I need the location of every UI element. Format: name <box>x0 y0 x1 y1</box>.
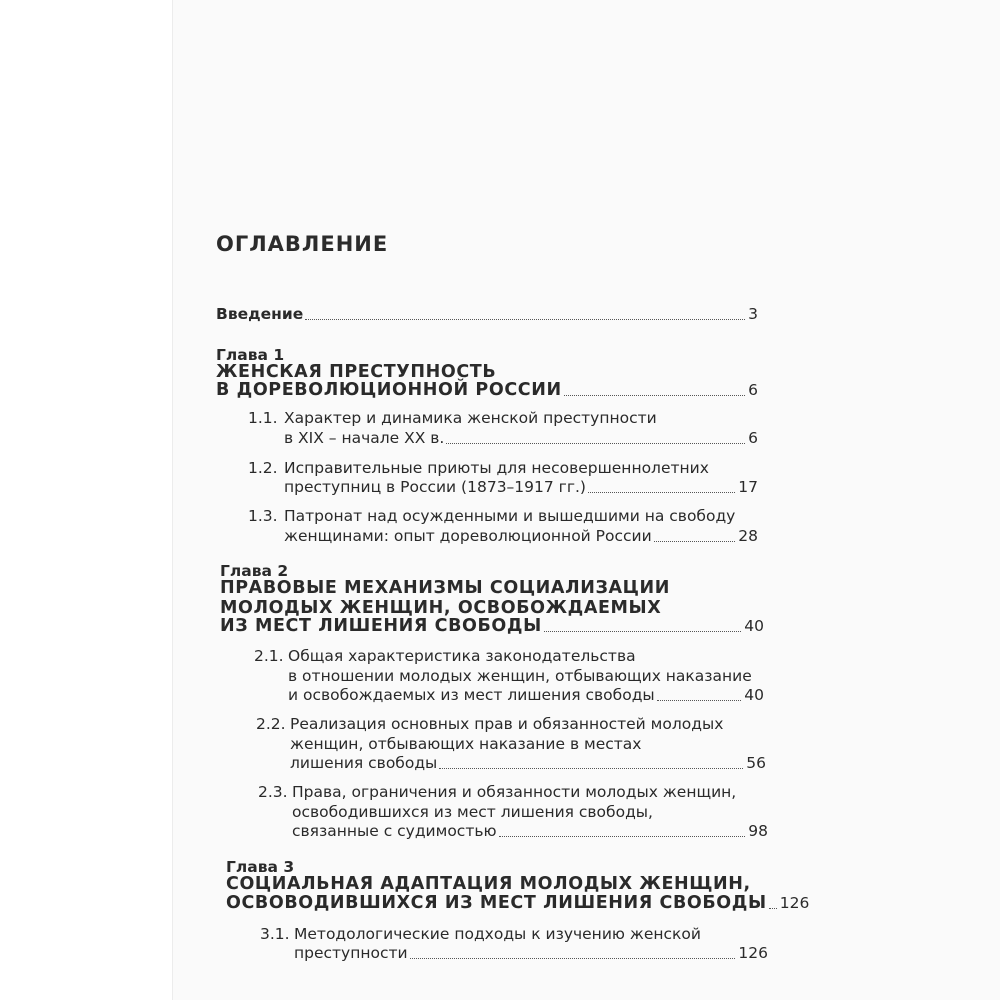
page-title: ОГЛАВЛЕНИЕ <box>216 232 389 256</box>
toc-entry-section <box>284 428 758 448</box>
page-number: 40 <box>744 686 764 704</box>
chapter-title-line: МОЛОДЫХ ЖЕНЩИН, ОСВОБОЖДАЕМЫХ <box>220 598 662 618</box>
chapter-label: Глава 3 <box>226 858 295 876</box>
toc-entry-section <box>292 821 768 841</box>
section-number: 1.1. <box>248 409 278 427</box>
section-title-line: Патронат над осужденными и вышедшими на свободу <box>284 507 736 525</box>
chapter-title-line: ПРАВОВЫЕ МЕХАНИЗМЫ СОЦИАЛИЗАЦИИ <box>220 578 670 598</box>
toc-entry-chapter <box>220 616 764 636</box>
dot-leader <box>544 631 741 632</box>
chapter-label: Глава 1 <box>216 346 285 364</box>
chapter-label: Глава 2 <box>220 562 289 580</box>
section-title-line: Права, ограничения и обязанности молодых женщин, <box>292 783 737 801</box>
chapter-title-line: В ДОРЕВОЛЮЦИОННОЙ РОССИИ <box>216 380 562 400</box>
section-number: 2.2. <box>256 715 286 733</box>
section-title-line: Реализация основных прав и обязанностей молодых <box>290 715 724 733</box>
section-title-line: Характер и динамика женской преступности <box>284 409 657 427</box>
dot-leader <box>439 768 743 769</box>
toc-entry-label: Введение <box>216 305 304 323</box>
chapter-title-line: ОСВОВОДИВШИХСЯ ИЗ МЕСТ ЛИШЕНИЯ СВОБОДЫ <box>226 893 767 913</box>
toc-entry-introduction <box>216 304 758 324</box>
section-title-line: связанные с судимостью <box>292 822 497 840</box>
page-number: 3 <box>748 305 758 323</box>
toc-entry-section <box>290 753 766 773</box>
chapter-title-line: СОЦИАЛЬНАЯ АДАПТАЦИЯ МОЛОДЫХ ЖЕНЩИН, <box>226 874 751 894</box>
dot-leader <box>305 319 745 320</box>
section-title-line: Исправительные приюты для несовершеннолетних <box>284 459 709 477</box>
section-title-line: в отношении молодых женщин, отбывающих наказание <box>288 667 752 685</box>
section-title-line: освободившихся из мест лишения свободы, <box>292 803 653 821</box>
page-number: 126 <box>738 944 768 962</box>
page-number: 40 <box>744 617 764 635</box>
toc-entry-section <box>284 477 758 497</box>
page-number: 6 <box>748 429 758 447</box>
section-title-line: преступниц в России (1873–1917 гг.) <box>284 478 586 496</box>
section-number: 2.3. <box>258 783 288 801</box>
section-title-line: преступности <box>294 944 408 962</box>
dot-leader <box>499 836 746 837</box>
section-title-line: женщин, отбывающих наказание в местах <box>290 735 642 753</box>
dot-leader <box>564 395 745 396</box>
dot-leader <box>410 958 736 959</box>
section-title-line: женщинами: опыт дореволюционной России <box>284 527 652 545</box>
page-number: 126 <box>779 894 810 912</box>
toc-entry-chapter <box>226 893 810 913</box>
section-title-line: лишения свободы <box>290 754 438 772</box>
section-title-line: и освобождаемых из мест лишения свободы <box>288 686 655 704</box>
page-number: 28 <box>738 527 758 545</box>
dot-leader <box>657 700 742 701</box>
dot-leader <box>769 908 777 909</box>
section-number: 1.2. <box>248 459 278 477</box>
book-page <box>172 0 1000 1000</box>
dot-leader <box>588 492 735 493</box>
section-title-line: Общая характеристика законодательства <box>288 647 636 665</box>
dot-leader <box>446 443 745 444</box>
chapter-title-line: ЖЕНСКАЯ ПРЕСТУПНОСТЬ <box>216 362 497 382</box>
toc-entry-chapter <box>216 380 758 400</box>
section-title-line: Методологические подходы к изучению женской <box>294 925 701 943</box>
scan-margin <box>0 0 172 1000</box>
page-number: 56 <box>746 754 766 772</box>
page-number: 98 <box>748 822 768 840</box>
toc-entry-section <box>288 685 764 705</box>
page-number: 17 <box>738 478 758 496</box>
dot-leader <box>654 541 736 542</box>
section-number: 3.1. <box>260 925 290 943</box>
toc-entry-section <box>284 526 758 546</box>
chapter-title-line: ИЗ МЕСТ ЛИШЕНИЯ СВОБОДЫ <box>220 616 542 636</box>
section-number: 2.1. <box>254 647 284 665</box>
page-number: 6 <box>748 381 758 399</box>
section-number: 1.3. <box>248 507 278 525</box>
toc-entry-section <box>294 943 768 963</box>
section-title-line: в XIX – начале XX в. <box>284 429 445 447</box>
